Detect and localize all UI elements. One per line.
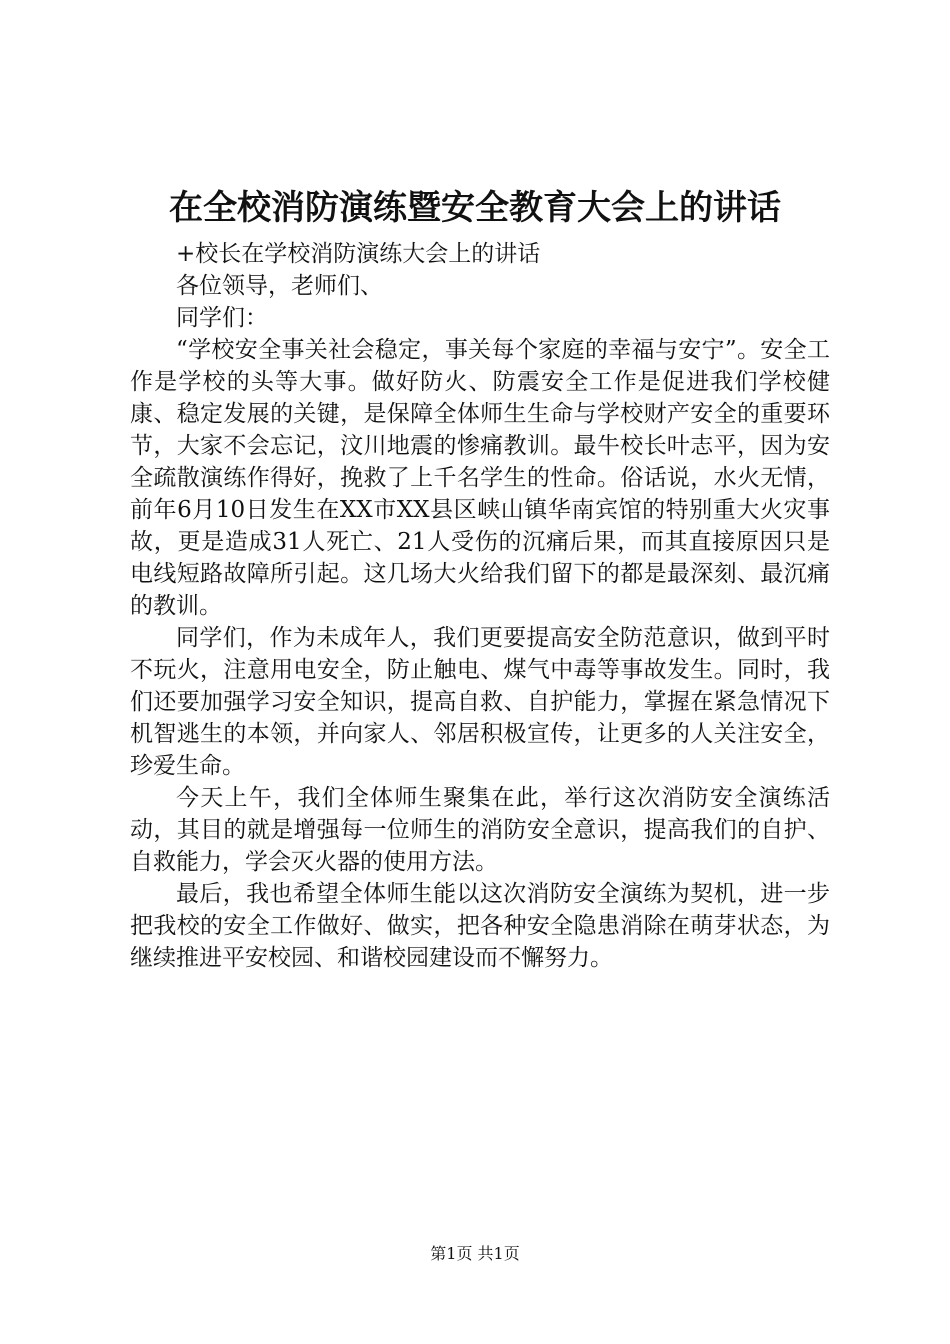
body-paragraph: 今天上午，我们全体师生聚集在此，举行这次消防安全演练活动，其目的就是增强每一位师生的消防安全意识，提高我们的自护、自救能力，学会灭火器的使用方法。 <box>130 785 830 875</box>
page-footer: 第1页 共1页 <box>430 1244 520 1263</box>
body-paragraph: 同学们，作为未成年人，我们更要提高安全防范意识，做到平时不玩火，注意用电安全，防止触电、煤气中毒等事故发生。同时，我们还要加强学习安全知识，提高自救、自护能力，掌握在紧急情况下机智逃生的本领，并向家人、邻居积极宣传，让更多的人关注安全，珍爱生命。 <box>130 625 830 779</box>
subtitle-paragraph: +校长在学校消防演练大会上的讲话 <box>176 241 541 267</box>
salutation-paragraph: 同学们： <box>176 305 268 331</box>
salutation-paragraph: 各位领导，老师们、 <box>176 273 383 299</box>
body-paragraph: “学校安全事关社会稳定，事关每个家庭的幸福与安宁”。安全工作是学校的头等大事。做好防火、防震安全工作是促进我们学校健康、稳定发展的关键，是保障全体师生生命与学校财产安全的重要环节，大家不会忘记，汶川地震的惨痛教训。最牛校长叶志平，因为安全疏散演练作得好，挽救了上千名学生的性命。俗话说，水火无情，前年6月10日发生在XX市XX县区峡山镇华南宾馆的特别重大火灾事故，更是造成31人死亡、21人受伤的沉痛后果，而其直接原因只是电线短路故障所引起。这几场大火给我们留下的都是最深刻、最沉痛的教训。 <box>130 337 830 619</box>
body-paragraph: 最后，我也希望全体师生能以这次消防安全演练为契机，进一步把我校的安全工作做好、做实，把各种安全隐患消除在萌芽状态，为继续推进平安校园、和谐校园建设而不懈努力。 <box>130 881 830 971</box>
document-title: 在全校消防演练暨安全教育大会上的讲话 <box>169 188 781 228</box>
document-body <box>130 238 830 974</box>
